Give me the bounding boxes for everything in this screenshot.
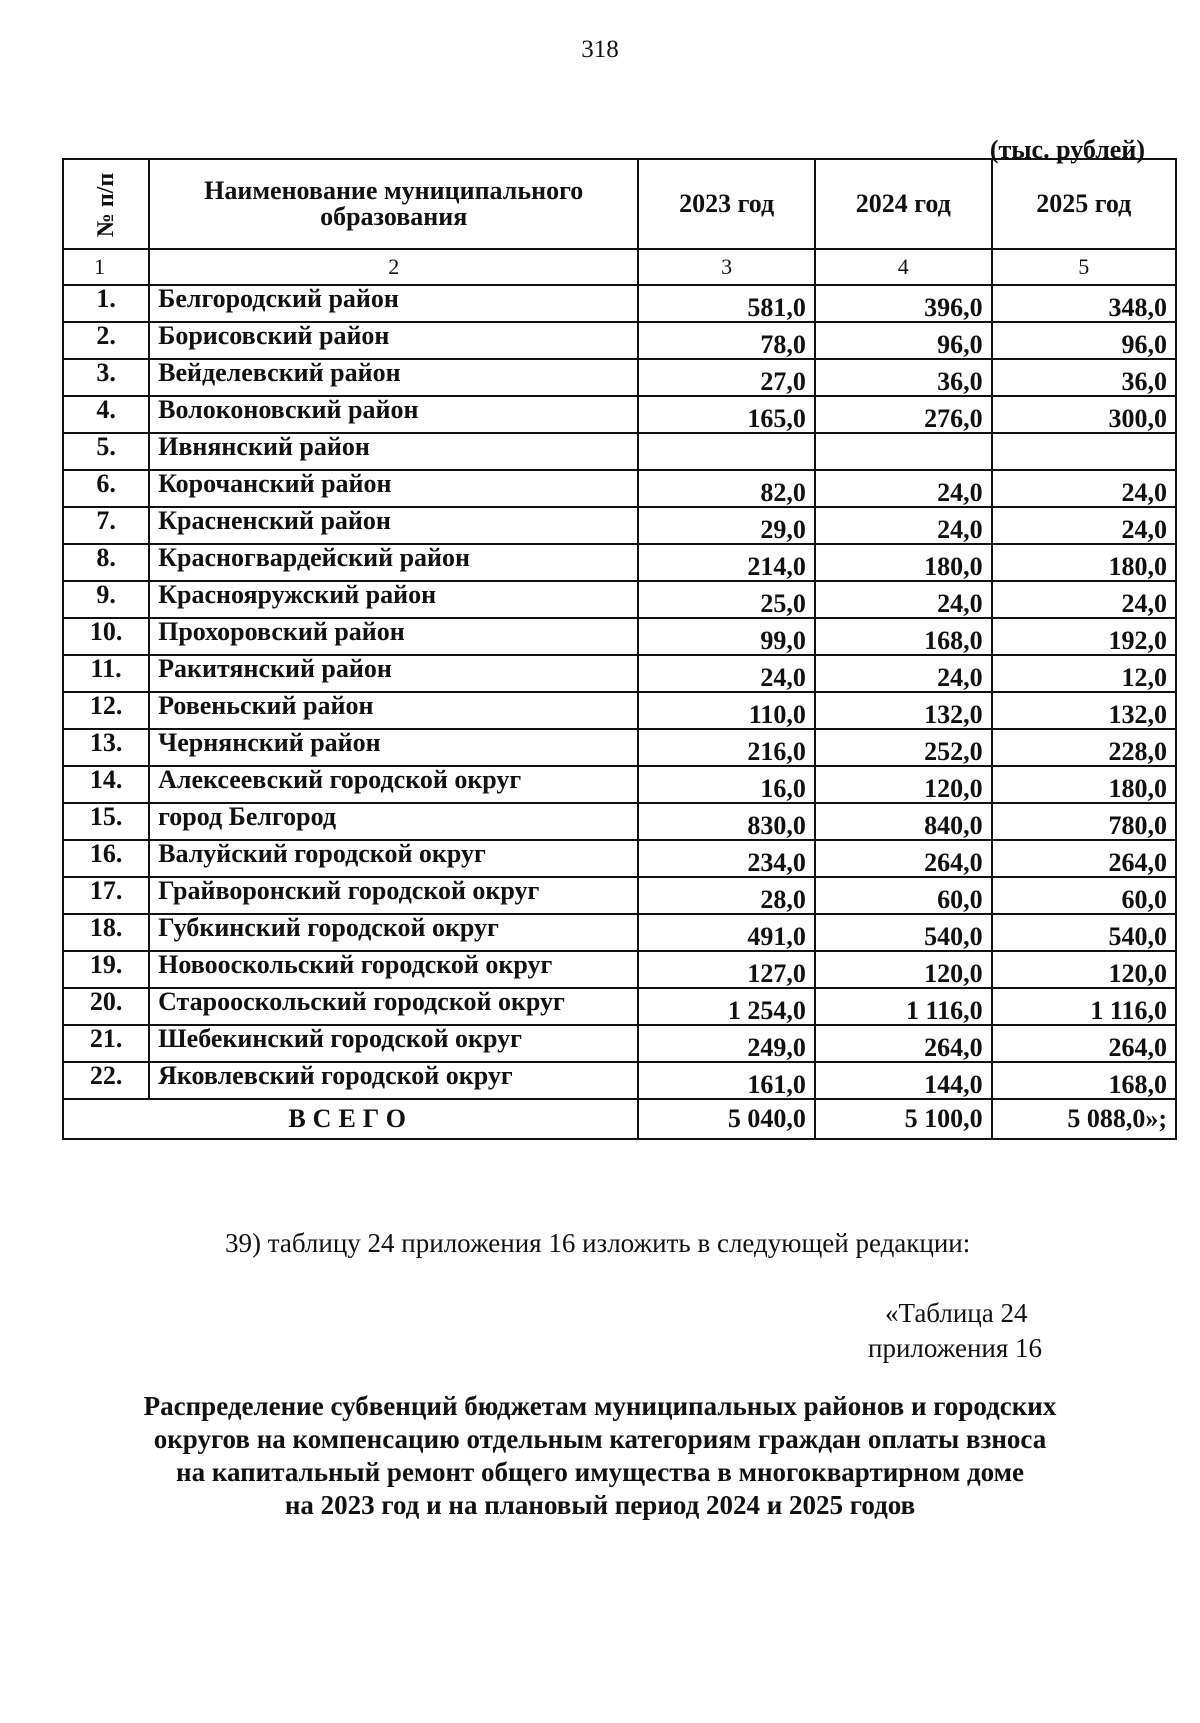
municipality-name: Красногвардейский район: [149, 544, 638, 581]
value-2025: 264,0: [992, 1025, 1176, 1062]
value-2024: 24,0: [815, 470, 992, 507]
header-2023: 2023 год: [638, 159, 815, 249]
row-number: 7.: [63, 507, 149, 544]
value-2025: 24,0: [992, 581, 1176, 618]
row-number: 9.: [63, 581, 149, 618]
value-2024: 264,0: [815, 840, 992, 877]
row-number: 13.: [63, 729, 149, 766]
value-2024: [815, 433, 992, 470]
municipality-name: Вейделевский район: [149, 359, 638, 396]
column-number: 4: [815, 249, 992, 285]
value-2023: 25,0: [638, 581, 815, 618]
value-2023: [638, 433, 815, 470]
value-2025: 180,0: [992, 766, 1176, 803]
row-number: 16.: [63, 840, 149, 877]
municipality-name: Старооскольский городской округ: [149, 988, 638, 1025]
column-number: 1: [63, 249, 149, 285]
value-2023: 214,0: [638, 544, 815, 581]
subsidy-table: [62, 158, 1177, 1140]
total-row: [63, 1099, 1176, 1139]
value-2024: 840,0: [815, 803, 992, 840]
table-row: [63, 433, 1176, 470]
value-2024: 1 116,0: [815, 988, 992, 1025]
value-2024: 396,0: [815, 285, 992, 322]
row-number: 1.: [63, 285, 149, 322]
table-row: [63, 840, 1176, 877]
header-2024: 2024 год: [815, 159, 992, 249]
table-reference-line1: «Таблица 24: [885, 1298, 1028, 1328]
row-number: 22.: [63, 1062, 149, 1099]
value-2023: 27,0: [638, 359, 815, 396]
municipality-name: Краснояружский район: [149, 581, 638, 618]
municipality-name: Ивнянский район: [149, 433, 638, 470]
value-2024: 540,0: [815, 914, 992, 951]
table-row: [63, 1062, 1176, 1099]
heading-line: на 2023 год и на плановый период 2024 и 2025 годов: [284, 1490, 916, 1520]
municipality-name: Ракитянский район: [149, 655, 638, 692]
municipality-name: Корочанский район: [149, 470, 638, 507]
value-2024: 168,0: [815, 618, 992, 655]
header-number: № п/п: [63, 159, 149, 249]
value-2024: 24,0: [815, 655, 992, 692]
value-2023: 99,0: [638, 618, 815, 655]
value-2023: 1 254,0: [638, 988, 815, 1025]
value-2023: 16,0: [638, 766, 815, 803]
row-number: 3.: [63, 359, 149, 396]
value-2025: 132,0: [992, 692, 1176, 729]
municipality-name: Чернянский район: [149, 729, 638, 766]
value-2024: 132,0: [815, 692, 992, 729]
table-row: [63, 322, 1176, 359]
value-2024: 264,0: [815, 1025, 992, 1062]
row-number: 10.: [63, 618, 149, 655]
row-number: 6.: [63, 470, 149, 507]
value-2025: 24,0: [992, 507, 1176, 544]
value-2023: 491,0: [638, 914, 815, 951]
value-2023: 830,0: [638, 803, 815, 840]
units-label: (тыс. рублей): [989, 135, 1145, 164]
value-2025: 264,0: [992, 840, 1176, 877]
municipality-name: Грайворонский городской округ: [149, 877, 638, 914]
value-2025: 60,0: [992, 877, 1176, 914]
municipality-name: Шебекинский городской округ: [149, 1025, 638, 1062]
value-2024: 36,0: [815, 359, 992, 396]
value-2024: 144,0: [815, 1062, 992, 1099]
row-number: 15.: [63, 803, 149, 840]
section-heading: [100, 1390, 1100, 1522]
column-number: 2: [149, 249, 638, 285]
heading-line: округов на компенсацию отдельным категориям граждан оплаты взноса: [153, 1424, 1047, 1454]
table-row: [63, 618, 1176, 655]
column-number: 5: [992, 249, 1176, 285]
municipality-name: город Белгород: [149, 803, 638, 840]
municipality-name: Красненский район: [149, 507, 638, 544]
table-header-row: [63, 159, 1176, 249]
table-row: [63, 951, 1176, 988]
value-2023: 127,0: [638, 951, 815, 988]
total-label: ВСЕГО: [63, 1099, 638, 1139]
value-2023: 249,0: [638, 1025, 815, 1062]
municipality-name: Прохоровский район: [149, 618, 638, 655]
table-row: [63, 1025, 1176, 1062]
municipality-name: Борисовский район: [149, 322, 638, 359]
value-2023: 110,0: [638, 692, 815, 729]
municipality-name: Новооскольский городской округ: [149, 951, 638, 988]
total-2025: 5 088,0»;: [992, 1099, 1176, 1139]
value-2023: 161,0: [638, 1062, 815, 1099]
row-number: 18.: [63, 914, 149, 951]
value-2024: 120,0: [815, 951, 992, 988]
value-2024: 276,0: [815, 396, 992, 433]
value-2023: 29,0: [638, 507, 815, 544]
value-2023: 82,0: [638, 470, 815, 507]
value-2025: 540,0: [992, 914, 1176, 951]
value-2023: 581,0: [638, 285, 815, 322]
header-2025: 2025 год: [992, 159, 1176, 249]
value-2025: 120,0: [992, 951, 1176, 988]
row-number: 8.: [63, 544, 149, 581]
row-number: 2.: [63, 322, 149, 359]
value-2025: 96,0: [992, 322, 1176, 359]
municipality-name: Белгородский район: [149, 285, 638, 322]
row-number: 14.: [63, 766, 149, 803]
column-number-row: [63, 249, 1176, 285]
table-row: [63, 285, 1176, 322]
instruction-text: 39) таблицу 24 приложения 16 изложить в следующей редакции:: [225, 1228, 971, 1258]
table-row: [63, 396, 1176, 433]
table-row: [63, 655, 1176, 692]
value-2023: 234,0: [638, 840, 815, 877]
value-2025: 24,0: [992, 470, 1176, 507]
table-row: [63, 507, 1176, 544]
value-2024: 120,0: [815, 766, 992, 803]
municipality-name: Губкинский городской округ: [149, 914, 638, 951]
row-number: 4.: [63, 396, 149, 433]
table-row: [63, 581, 1176, 618]
value-2023: 24,0: [638, 655, 815, 692]
value-2023: 78,0: [638, 322, 815, 359]
table-row: [63, 877, 1176, 914]
value-2025: 168,0: [992, 1062, 1176, 1099]
row-number: 17.: [63, 877, 149, 914]
table-row: [63, 988, 1176, 1025]
value-2025: 36,0: [992, 359, 1176, 396]
page-number: 318: [581, 36, 619, 63]
table-row: [63, 729, 1176, 766]
municipality-name: Валуйский городской округ: [149, 840, 638, 877]
value-2025: 780,0: [992, 803, 1176, 840]
row-number: 5.: [63, 433, 149, 470]
municipality-name: Ровеньский район: [149, 692, 638, 729]
municipality-name: Алексеевский городской округ: [149, 766, 638, 803]
value-2024: 24,0: [815, 507, 992, 544]
value-2024: 96,0: [815, 322, 992, 359]
table-row: [63, 470, 1176, 507]
heading-line: Распределение субвенций бюджетам муниципальных районов и городских: [143, 1391, 1057, 1421]
value-2025: 1 116,0: [992, 988, 1176, 1025]
table-body: [63, 285, 1176, 1099]
row-number: 19.: [63, 951, 149, 988]
value-2024: 252,0: [815, 729, 992, 766]
table-row: [63, 544, 1176, 581]
total-2023: 5 040,0: [638, 1099, 815, 1139]
value-2025: 228,0: [992, 729, 1176, 766]
table-row: [63, 914, 1176, 951]
value-2025: 300,0: [992, 396, 1176, 433]
table-reference-line2: приложения 16: [868, 1333, 1043, 1363]
value-2023: 28,0: [638, 877, 815, 914]
heading-line: на капитальный ремонт общего имущества в многоквартирном доме: [176, 1457, 1024, 1487]
row-number: 21.: [63, 1025, 149, 1062]
table-row: [63, 803, 1176, 840]
row-number: 11.: [63, 655, 149, 692]
municipality-name: Волоконовский район: [149, 396, 638, 433]
value-2025: 192,0: [992, 618, 1176, 655]
value-2023: 216,0: [638, 729, 815, 766]
header-name: Наименование муниципального образования: [149, 159, 638, 249]
value-2025: 180,0: [992, 544, 1176, 581]
value-2023: 165,0: [638, 396, 815, 433]
value-2024: 180,0: [815, 544, 992, 581]
value-2024: 24,0: [815, 581, 992, 618]
row-number: 20.: [63, 988, 149, 1025]
value-2025: [992, 433, 1176, 470]
value-2025: 12,0: [992, 655, 1176, 692]
value-2025: 348,0: [992, 285, 1176, 322]
total-2024: 5 100,0: [815, 1099, 992, 1139]
value-2024: 60,0: [815, 877, 992, 914]
table-row: [63, 766, 1176, 803]
table-row: [63, 692, 1176, 729]
column-number: 3: [638, 249, 815, 285]
row-number: 12.: [63, 692, 149, 729]
table-row: [63, 359, 1176, 396]
municipality-name: Яковлевский городской округ: [149, 1062, 638, 1099]
